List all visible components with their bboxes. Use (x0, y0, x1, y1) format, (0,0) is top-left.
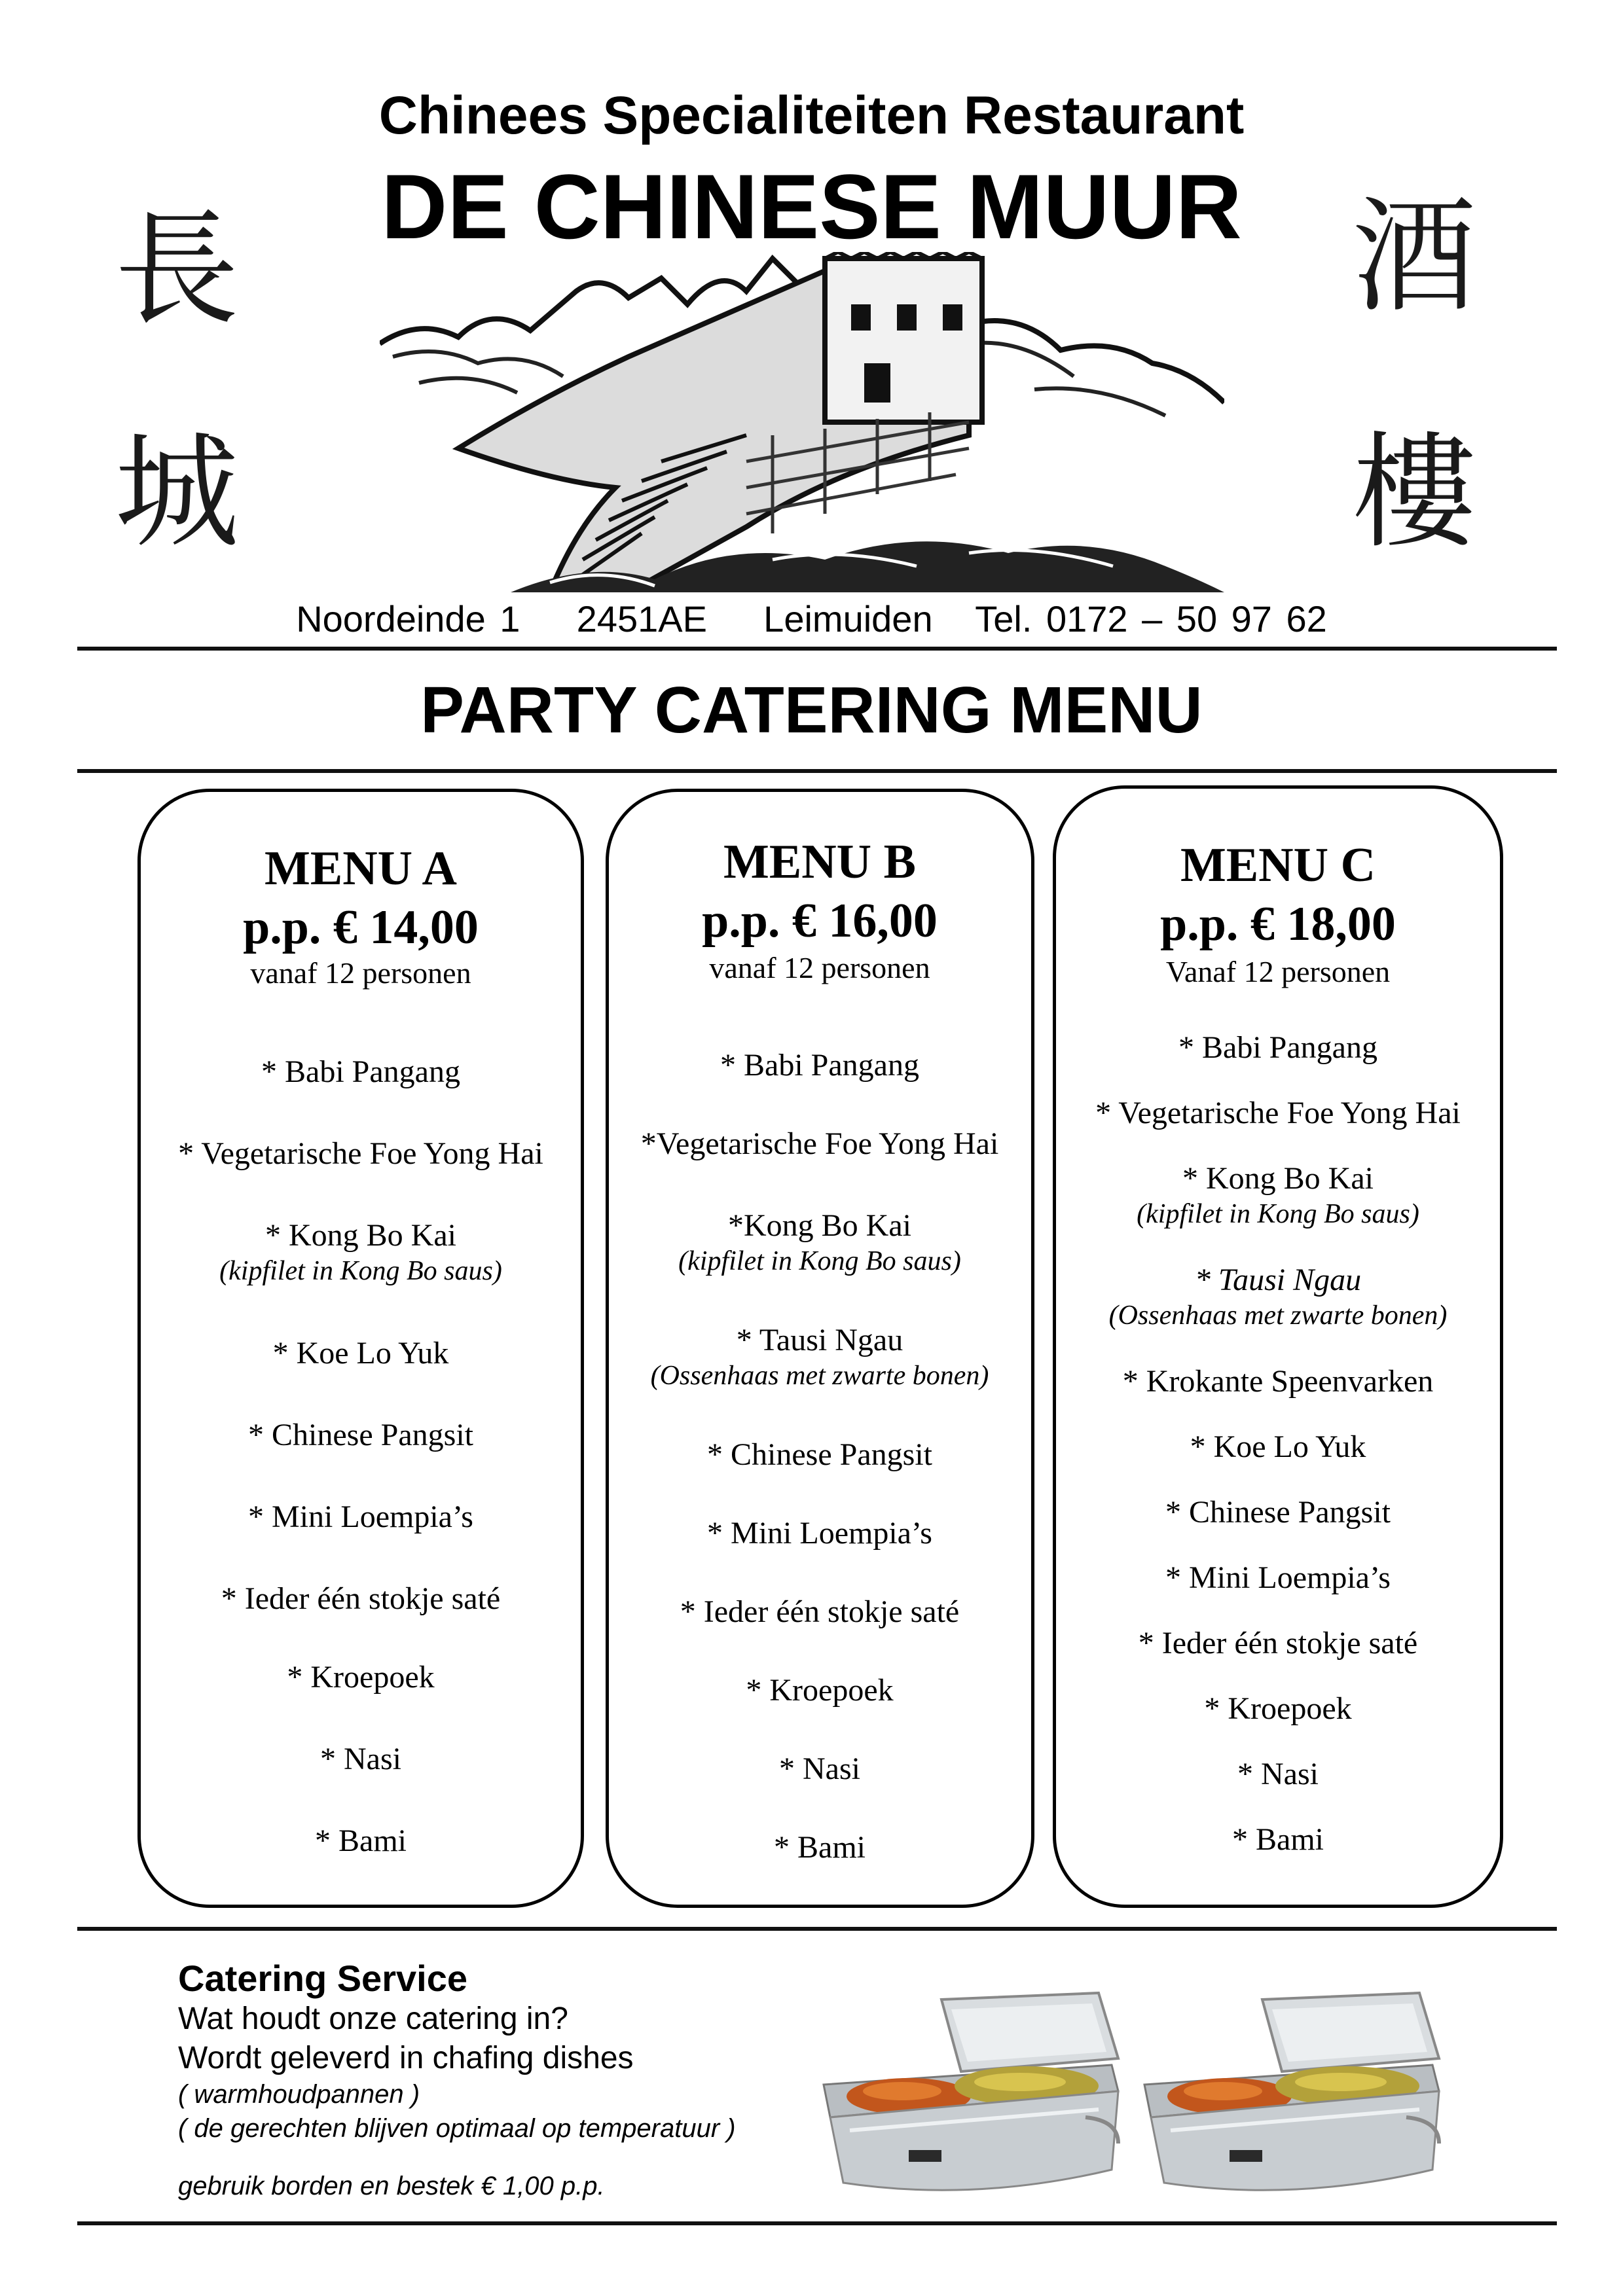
address-line: Noordeinde 1 2451AE Leimuiden Tel. 0172 – 50 97 62 (296, 598, 1327, 639)
menu-c-item: * Nasi (1237, 1757, 1319, 1791)
menu-a-min-persons: vanaf 12 personen (250, 956, 471, 990)
menu-b-item: *Kong Bo Kai (728, 1208, 911, 1243)
menu-a-item: * Kong Bo Kai (265, 1218, 456, 1253)
menu-a-price: p.p. € 14,00 (243, 901, 479, 954)
chinese-char-right-top: 酒 (1352, 185, 1477, 329)
menu-b-item: * Bami (774, 1830, 866, 1865)
menu-c-item: * Kroepoek (1204, 1691, 1352, 1726)
menu-b-item: * Kroepoek (746, 1673, 894, 1708)
menu-c-item: * Koe Lo Yuk (1190, 1429, 1366, 1464)
menu-c-item: * Tausi Ngau (1194, 1263, 1362, 1297)
chinese-char-right-bottom: 樓 (1352, 420, 1477, 565)
menu-heading: PARTY CATERING MENU (420, 673, 1203, 747)
menu-a-item: * Chinese Pangsit (248, 1418, 473, 1452)
divider-below-heading (77, 769, 1557, 773)
menu-c-price: p.p. € 18,00 (1160, 897, 1396, 951)
chafing-dish-image (1131, 1986, 1452, 2209)
menu-c-item: * Ieder één stokje saté (1138, 1626, 1418, 1660)
menu-b-item: * Ieder één stokje saté (680, 1594, 960, 1629)
menu-b-item: * Babi Pangang (720, 1048, 919, 1083)
great-wall-illustration (380, 252, 1224, 592)
menu-b-item-description: (Ossenhaas met zwarte bonen) (650, 1361, 989, 1391)
menu-a-item: * Ieder één stokje saté (221, 1581, 501, 1616)
menu-a-item: * Mini Loempia’s (248, 1499, 473, 1534)
catering-title: Catering Service (178, 1958, 467, 1999)
catering-note-warming: ( warmhoudpannen ) (178, 2080, 420, 2109)
catering-note-temperature: ( de gerechten blijven optimaal op temperatuur ) (178, 2114, 736, 2143)
menu-b-item: * Nasi (779, 1751, 860, 1786)
chinese-char-left-top: 長 (115, 198, 240, 342)
catering-question: Wat houdt onze catering in? (178, 2001, 568, 2036)
menu-a-item: * Babi Pangang (261, 1054, 460, 1089)
menu-a-item: * Bami (315, 1823, 407, 1858)
menu-c-item: * Krokante Speenvarken (1122, 1364, 1434, 1399)
menu-b-item: * Chinese Pangsit (707, 1437, 932, 1472)
divider-above-catering (77, 1927, 1557, 1931)
divider-top (77, 647, 1557, 651)
restaurant-subtitle: Chinees Specialiteiten Restaurant (378, 86, 1245, 145)
divider-bottom (77, 2221, 1557, 2225)
menu-c-item: * Vegetarische Foe Yong Hai (1095, 1096, 1461, 1130)
menu-a-item: * Vegetarische Foe Yong Hai (178, 1136, 543, 1171)
menu-c-item-description: (Ossenhaas met zwarte bonen) (1108, 1300, 1448, 1331)
menu-c-item: * Kong Bo Kai (1182, 1161, 1374, 1196)
menu-b-item: * Mini Loempia’s (707, 1516, 932, 1551)
menu-b-min-persons: vanaf 12 personen (709, 951, 930, 984)
catering-cutlery-price: gebruik borden en bestek € 1,00 p.p. (178, 2172, 605, 2200)
menu-a-item: * Kroepoek (287, 1660, 435, 1695)
menu-c-item: * Babi Pangang (1178, 1030, 1377, 1065)
menu-a-item-description: (kipfilet in Kong Bo saus) (219, 1256, 502, 1286)
menu-c-min-persons: Vanaf 12 personen (1165, 955, 1391, 988)
menu-b-item-description: (kipfilet in Kong Bo saus) (678, 1246, 961, 1276)
menu-c-item: * Bami (1232, 1822, 1324, 1857)
menu-a-item: * Koe Lo Yuk (272, 1336, 449, 1371)
chinese-char-left-bottom: 城 (115, 420, 240, 565)
menu-c-name: MENU C (1180, 838, 1376, 892)
restaurant-name: DE CHINESE MUUR (381, 155, 1242, 258)
menu-c-item: * Chinese Pangsit (1165, 1495, 1391, 1530)
catering-delivery: Wordt geleverd in chafing dishes (178, 2041, 634, 2075)
menu-c-item: * Mini Loempia’s (1165, 1560, 1391, 1595)
menu-a-item: * Nasi (320, 1742, 401, 1776)
menu-b-price: p.p. € 16,00 (702, 894, 938, 948)
menu-b-item: * Tausi Ngau (736, 1323, 903, 1357)
menu-a-name: MENU A (264, 842, 457, 895)
menu-b-item: *Vegetarische Foe Yong Hai (640, 1126, 999, 1161)
chafing-dish-image (811, 1986, 1131, 2209)
menu-c-item-description: (kipfilet in Kong Bo saus) (1137, 1199, 1419, 1229)
menu-b-name: MENU B (723, 835, 916, 889)
